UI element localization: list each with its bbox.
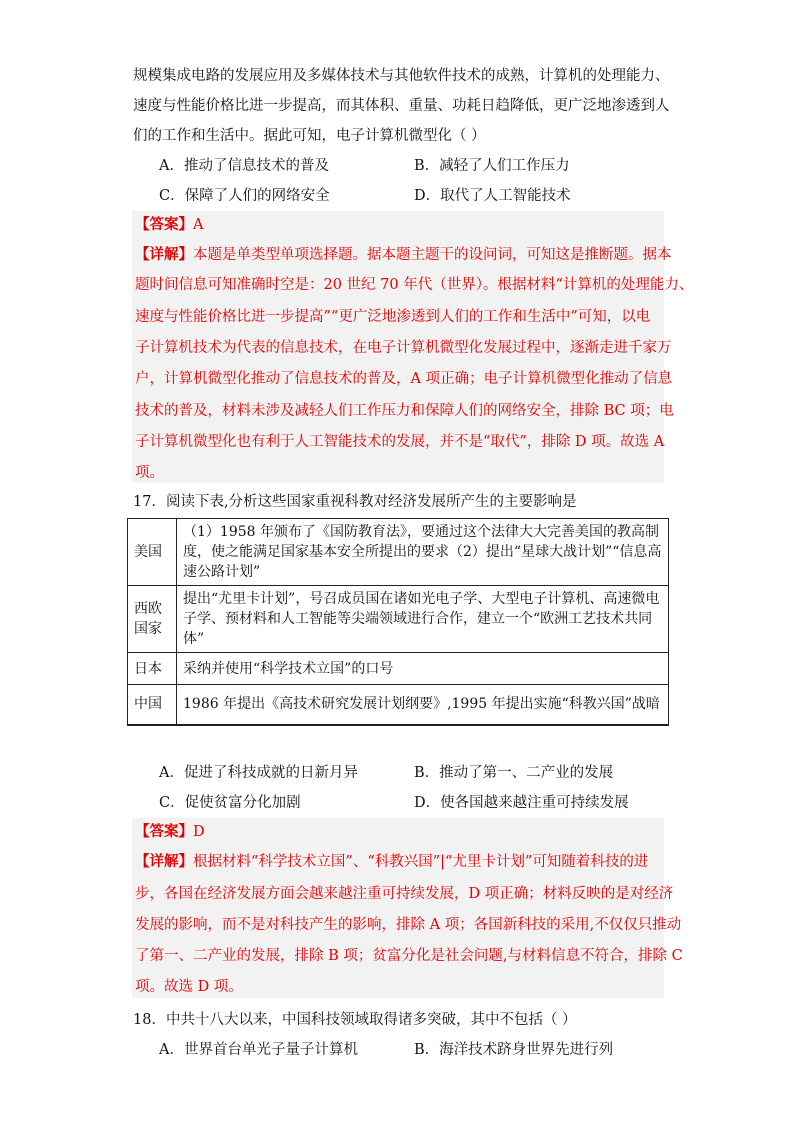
q18-option-a: A．世界首台单光子量子计算机	[159, 1042, 358, 1058]
q17-detail-tag: 【详解】	[135, 853, 193, 870]
q17-option-d: D．使各国越来越注重可持续发展	[414, 795, 629, 811]
q16-detail-line-6: 技术的普及，材料未涉及减轻人们工作压力和保障人们的网络安全，排除 BC 项；电	[135, 403, 674, 419]
q16-detail-tag: 【详解】	[135, 246, 193, 263]
q18-stem: 18．中共十八大以来，中国科技领域取得诸多突破，其中不包括（ ）	[133, 1012, 577, 1028]
q16-detail-text-1: 本题是单类型单项选择题。据本题主题干的设问词，可知这是推断题。据本	[193, 247, 672, 263]
q17-detail-text-1: 根据材料“科学技术立国”、“科教兴国”|“尤里卡计划”可知随着科技的进	[193, 854, 649, 870]
q16-detail-line-2: 题时间信息可知准确时空是：20 世纪 70 年代（世界）。根据材料“计算机的处理能力、	[135, 277, 694, 293]
q17-option-b: B．推动了第一、二产业的发展	[414, 765, 614, 781]
q17-option-a: A．促进了科技成就的日新月异	[159, 765, 358, 781]
q17-table	[127, 518, 669, 726]
q17-answer	[135, 822, 205, 842]
table-content-cell: 采纳并使用“科学技术立国”的口号	[177, 653, 669, 685]
table-row	[128, 586, 669, 653]
q16-option-a: A．推动了信息技术的普及	[159, 158, 329, 174]
table-row	[128, 685, 669, 725]
table-row	[128, 519, 669, 586]
q16-detail-line-1	[135, 245, 672, 265]
q17-answer-tag: 【答案】	[135, 823, 193, 840]
q17-stem: 17．阅读下表,分析这些国家重视科教对经济发展所产生的主要影响是	[133, 494, 577, 510]
table-content-cell: 提出“尤里卡计划”，号召成员国在诸如光电子学、大型电子计算机、高速微电子学、预材料和人工智能等尖端领域进行合作，建立一个“欧洲工艺技术共同体”	[177, 586, 669, 653]
q18-option-b: B．海洋技术跻身世界先进行列	[414, 1042, 614, 1058]
q16-detail-line-7: 子计算机微型化也有利于人工智能技术的发展，并不是“取代”，排除 D 项。故选 A	[135, 434, 665, 450]
q16-option-d: D．取代了人工智能技术	[414, 188, 571, 204]
q16-detail-line-5: 户，计算机微型化推动了信息技术的普及，A 项正确；电子计算机微型化推动了信息	[135, 371, 673, 387]
table-content-cell: （1）1958 年颁布了《国防教育法》，要通过这个法律大大完善美国的教高制度，使之能满足国家基本安全所提出的要求（2）提出“星球大战计划”“信息高速公路计划”	[177, 519, 669, 586]
q17-detail-line-1	[135, 852, 648, 872]
q16-stem-line-3: 们的工作和生活中。据此可知，电子计算机微型化（ ）	[133, 128, 486, 144]
q17-detail-line-5: 项。故选 D 项。	[135, 979, 243, 995]
q17-detail-line-2: 步，各国在经济发展方面会越来越注重可持续发展，D 项正确；材料反映的是对经济	[135, 886, 674, 902]
q17-answer-value: D	[193, 824, 205, 840]
table-country-cell: 日本	[128, 653, 177, 685]
q17-option-c: C．促使贫富分化加剧	[159, 795, 301, 811]
q16-answer-value: A	[193, 217, 204, 233]
q16-detail-line-4: 子计算机技术为代表的信息技术，在电子计算机微型化发展过程中，逐渐走进千家万	[135, 340, 672, 356]
table-country-cell: 西欧国家	[128, 586, 177, 653]
table-country-cell: 美国	[128, 519, 177, 586]
q16-stem-line-2: 速度与性能价格比进一步提高，而其体积、重量、功耗日趋降低，更广泛地渗透到人	[133, 98, 670, 114]
q16-detail-line-8: 项。	[135, 465, 164, 481]
q16-answer	[135, 215, 203, 235]
q16-stem-line-1: 规模集成电路的发展应用及多媒体技术与其他软件技术的成熟，计算机的处理能力、	[133, 68, 670, 84]
q16-option-c: C．保障了人们的网络安全	[159, 188, 330, 204]
q17-detail-line-3: 发展的影响，而不是对科技产生的影响，排除 A 项；各国新科技的采用,不仅仅只推动	[135, 917, 682, 933]
table-content-cell: 1986 年提出《高技术研究发展计划纲要》,1995 年提出实施“科教兴国”战暗	[177, 685, 669, 725]
table-row	[128, 653, 669, 685]
q16-detail-line-3: 速度与性能价格比进一步提高”“更广泛地渗透到人们的工作和生活中”可知，以电	[135, 309, 651, 325]
q17-answer-block	[132, 818, 664, 998]
q16-answer-tag: 【答案】	[135, 216, 193, 233]
q17-detail-line-4: 了第一、二产业的发展，排除 B 项；贫富分化是社会问题,与材料信息不符合，排除 C	[135, 948, 683, 964]
q16-option-b: B．减轻了人们工作压力	[414, 158, 570, 174]
table-country-cell: 中国	[128, 685, 177, 725]
